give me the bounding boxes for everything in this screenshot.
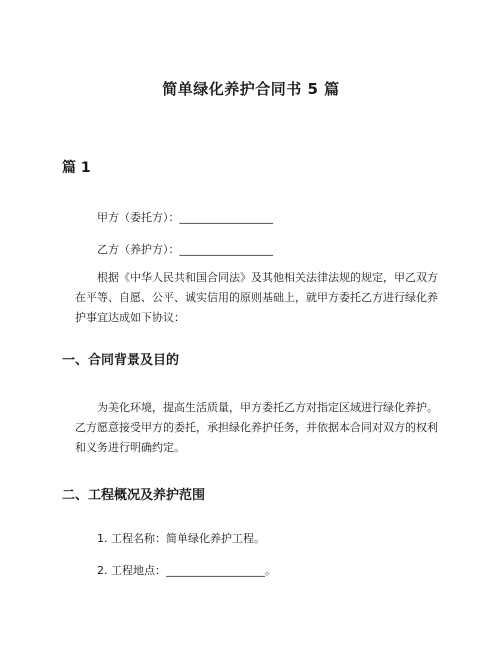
- intro-paragraph: [75, 268, 445, 328]
- list-item-project-location: 2. 工程地点：__________________。: [97, 564, 276, 577]
- part-heading: 篇 1: [62, 160, 91, 176]
- intro-text: 根据《中华人民共和国合同法》及其他相关法律法规的规定，甲乙双方在平等、自愿、公平、诚实信用的原则基础上，就甲方委托乙方进行绿化养护事宜达成如下协议：: [75, 271, 438, 324]
- section2-heading: 二、工程概况及养护范围: [62, 488, 206, 503]
- section1-text: 为美化环境，提高生活质量，甲方委托乙方对指定区域进行绿化养护。乙方愿意接受甲方的委托，承担绿化养护任务，并依据本合同对双方的权利和义务进行明确约定。: [75, 401, 438, 454]
- party-a-line: 甲方（委托方）：_________________: [97, 211, 273, 224]
- party-b-line: 乙方（养护方）：_________________: [97, 243, 273, 256]
- document-title: 简单绿化养护合同书 5 篇: [162, 80, 340, 98]
- section1-heading: 一、合同背景及目的: [62, 353, 180, 368]
- list-item-project-name: 1. 工程名称：简单绿化养护工程。: [97, 532, 265, 545]
- section1-paragraph: [75, 398, 445, 458]
